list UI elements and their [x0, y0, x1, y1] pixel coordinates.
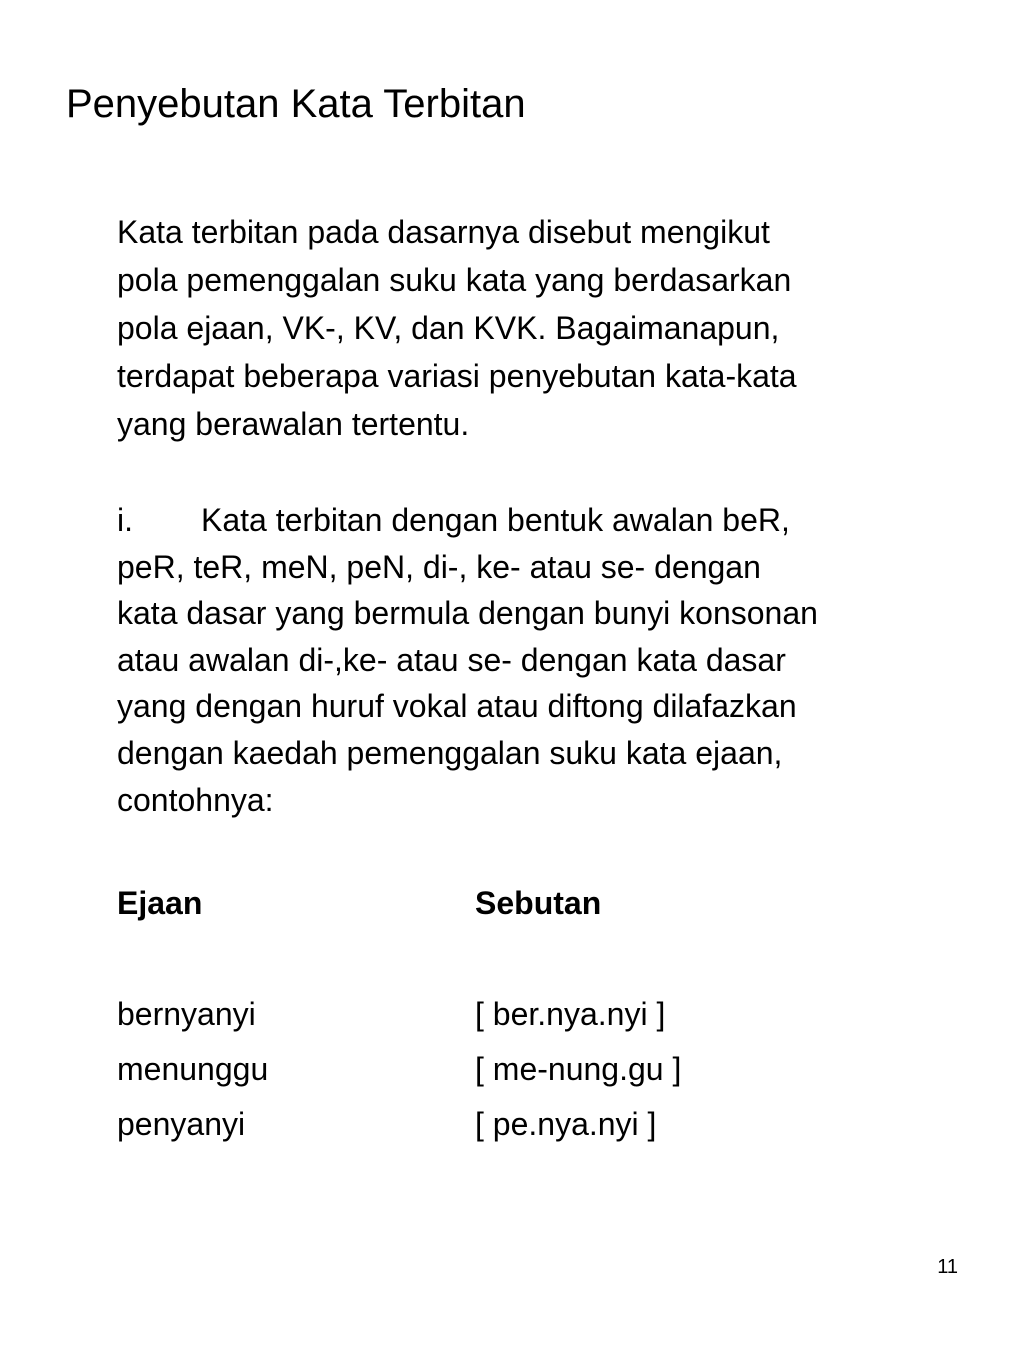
point-line: atau awalan di-,ke- atau se- dengan kata dasar	[117, 641, 786, 678]
table-row	[117, 1097, 795, 1152]
intro-line: Kata terbitan pada dasarnya disebut mengikut	[117, 214, 770, 250]
intro-paragraph	[117, 208, 967, 448]
table-cell-sebutan: [ pe.nya.nyi ]	[475, 1106, 657, 1142]
point-line: yang dengan huruf vokal atau diftong dilafazkan	[117, 688, 797, 725]
point-line: kata dasar yang bermula dengan bunyi konsonan	[117, 595, 818, 632]
table-header-row	[117, 876, 795, 931]
point-line: Kata terbitan dengan bentuk awalan beR,	[201, 502, 790, 538]
table-cell-ejaan: penyanyi	[117, 1106, 246, 1142]
point-line: dengan kaedah pemenggalan suku kata ejaan,	[117, 734, 783, 771]
examples-table	[117, 876, 795, 1152]
table-cell-ejaan: bernyanyi	[117, 996, 256, 1032]
point-first-line	[117, 497, 987, 544]
intro-line: yang berawalan tertentu.	[117, 406, 470, 442]
numbered-point	[117, 497, 987, 823]
table-cell-sebutan: [ me-nung.gu ]	[475, 1051, 682, 1087]
column-header-ejaan: Ejaan	[117, 885, 203, 921]
table-cell-sebutan: [ ber.nya.nyi ]	[475, 996, 666, 1032]
table-row	[117, 1042, 795, 1097]
column-header-sebutan: Sebutan	[475, 885, 602, 921]
intro-line: pola ejaan, VK-, KV, dan KVK. Bagaimanapun,	[117, 310, 780, 346]
point-marker: i.	[117, 502, 133, 538]
slide-title: Penyebutan Kata Terbitan	[66, 82, 526, 126]
intro-line: pola pemenggalan suku kata yang berdasarkan	[117, 262, 792, 298]
page-number: 11	[937, 1256, 958, 1278]
point-line: peR, teR, meN, peN, di-, ke- atau se- dengan	[117, 548, 761, 585]
point-line: contohnya:	[117, 781, 274, 818]
table-row	[117, 987, 795, 1042]
table-cell-ejaan: menunggu	[117, 1051, 269, 1087]
intro-line: terdapat beberapa variasi penyebutan kata-kata	[117, 358, 797, 394]
